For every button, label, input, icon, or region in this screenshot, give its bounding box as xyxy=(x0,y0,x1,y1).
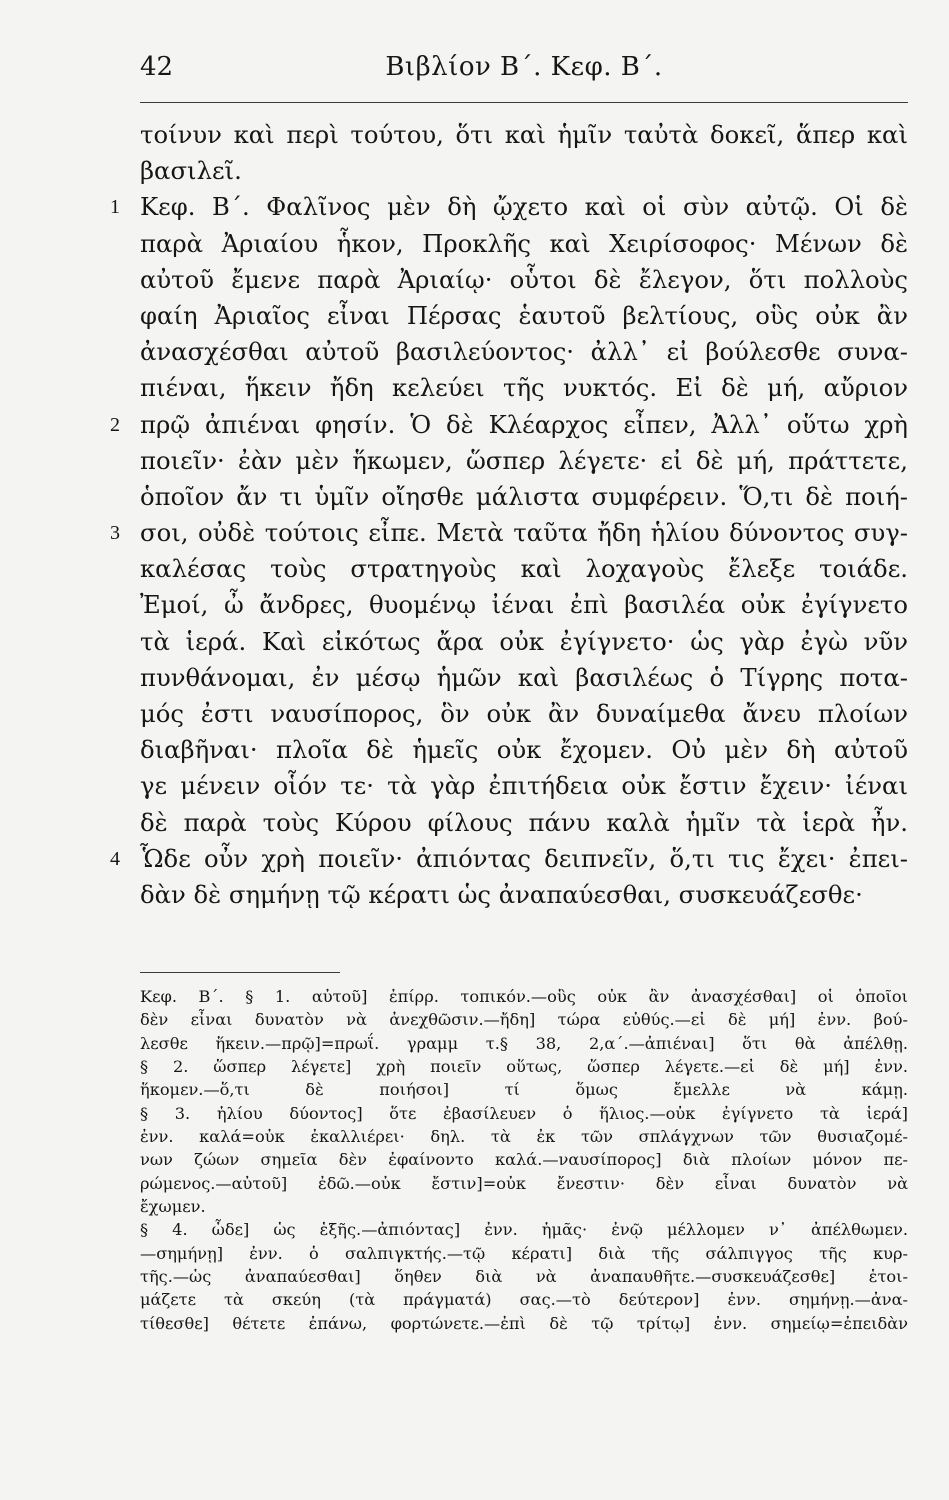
text-line xyxy=(140,153,908,189)
line-text: πυνθάνομαι, ἐν μέσῳ ἡμῶν καὶ βασιλέως ὁ Τίγρης ποτα- xyxy=(140,662,908,692)
text-line xyxy=(110,515,908,551)
text-line xyxy=(110,407,908,443)
text-line xyxy=(140,660,908,696)
line-text: τοίνυν καὶ περὶ τούτου, ὅτι καὶ ἡμῖν ταὐτὰ δοκεῖ, ἅπερ καὶ xyxy=(140,120,908,149)
text-line xyxy=(140,262,908,298)
footnote-line: Κεφ. Β΄. § 1. αὐτοῦ] ἐπίρρ. τοπικόν.—οὓς οὐκ ἂν ἀνασχέσθαι] οἱ ὁποῖοι xyxy=(140,987,908,1006)
footnote-line: ἐνν. καλά=οὐκ ἐκαλλιέρει· δηλ. τὰ ἐκ τῶν σπλάγχνων τῶν θυσιαζομέ- xyxy=(140,1127,908,1147)
section-number: 2 xyxy=(110,413,120,436)
text-line xyxy=(140,479,908,515)
line-text: ποιεῖν· ἐὰν μὲν ἥκωμεν, ὥσπερ λέγετε· εἰ δὲ μή, πράττετε, xyxy=(140,445,908,475)
text-line xyxy=(110,841,908,877)
text-line xyxy=(140,551,908,587)
line-text: αὐτοῦ ἔμενε παρὰ Ἀριαίῳ· οὗτοι δὲ ἔλεγον, ὅτι πολλοὺς xyxy=(140,264,908,294)
footnote-line: § 3. ἡλίου δύοντος] ὅτε ἐβασίλευεν ὁ ἥλιος.—οὐκ ἐγίγνετο τὰ ἱερά] xyxy=(140,1103,908,1123)
footnote-rule xyxy=(140,972,340,973)
footnote-line: νων ζώων σημεῖα δὲν ἐφαίνοντο καλά.—ναυσίπορος] διὰ πλοίων μόνον πε- xyxy=(140,1150,908,1170)
line-text: τὰ ἱερά. Καὶ εἰκότως ἄρα οὐκ ἐγίγνετο· ὡς γὰρ ἐγὼ νῦν xyxy=(140,626,908,656)
line-text: πιέναι, ἥκειν ἤδη κελεύει τῆς νυκτός. Εἰ δὲ μή, αὔριον xyxy=(140,373,908,403)
footnote-line: ἔχωμεν. xyxy=(140,1197,206,1217)
line-text: ὁποῖον ἄν τι ὑμῖν οἴησθε μάλιστα συμφέρειν. Ὅ,τι δὲ ποιή- xyxy=(140,481,908,511)
text-line xyxy=(140,805,908,841)
footnote-line: —σημήνῃ] ἐνν. ὁ σαλπιγκτής.—τῷ κέρατι] διὰ τῆς σάλπιγγος τῆς κυρ- xyxy=(140,1243,908,1263)
footnote-line: § 2. ὥσπερ λέγετε] χρὴ ποιεῖν οὕτως, ὥσπερ λέγετε.—εἰ δὲ μή] ἐνν. xyxy=(140,1057,908,1077)
line-text: Ὧδε οὖν χρὴ ποιεῖν· ἀπιόντας δειπνεῖν, ὅ,τι τις ἔχει· ἐπει- xyxy=(140,843,908,873)
line-text: καλέσας τοὺς στρατηγοὺς καὶ λοχαγοὺς ἔλεξε τοιάδε. xyxy=(140,554,908,584)
line-text: δὰν δὲ σημήνῃ τῷ κέρατι ὡς ἀναπαύεσθαι, συσκευάζεσθε· xyxy=(140,879,863,909)
text-line xyxy=(140,370,908,406)
section-number: 3 xyxy=(110,522,120,545)
line-text: διαβῆναι· πλοῖα δὲ ἡμεῖς οὐκ ἔχομεν. Οὐ μὲν δὴ αὐτοῦ xyxy=(140,735,908,765)
text-line xyxy=(140,587,908,623)
line-text: Ἐμοί, ὦ ἄνδρες, θυομένῳ ἰέναι ἐπὶ βασιλέα οὐκ ἐγίγνετο xyxy=(140,590,908,620)
line-text: βασιλεῖ. xyxy=(140,156,242,186)
text-line xyxy=(140,877,908,913)
line-text: φαίη Ἀριαῖος εἶναι Πέρσας ἑαυτοῦ βελτίους, οὓς οὐκ ἂν xyxy=(140,300,908,330)
footnote-line: ρώμενος.—αὐτοῦ] ἐδῶ.—οὐκ ἔστιν]=οὐκ ἔνεστιν· δὲν εἶναι δυνατὸν νὰ xyxy=(140,1173,908,1193)
text-line xyxy=(140,696,908,732)
text-line xyxy=(140,298,908,334)
page-number: 42 xyxy=(140,52,174,82)
running-head: Βιβλίον Β΄. Κεφ. Β΄. xyxy=(385,52,663,82)
footnotes xyxy=(140,985,908,1335)
line-text: σοι, οὐδὲ τούτοις εἶπε. Μετὰ ταῦτα ἤδη ἡλίου δύνοντος συγ- xyxy=(140,518,908,548)
text-line xyxy=(140,443,908,479)
footnote-line: § 4. ὧδε] ὡς ἑξῆς.—ἀπιόντας] ἐνν. ἡμᾶς· ἐνῷ μέλλομεν ν᾽ ἀπέλθωμεν. xyxy=(140,1220,908,1240)
line-text: μός ἐστι ναυσίπορος, ὃν οὐκ ἂν δυναίμεθα ἄνευ πλοίων xyxy=(140,699,908,728)
line-text: Κεφ. Β΄. Φαλῖνος μὲν δὴ ᾤχετο καὶ οἱ σὺν αὐτῷ. Οἱ δὲ xyxy=(140,192,908,222)
footnote-line: τίθεσθε] θέτετε ἐπάνω, φορτώνετε.—ἐπὶ δὲ τῷ τρίτῳ] ἐνν. σημείῳ=ἐπειδὰν xyxy=(140,1313,908,1333)
header-rule xyxy=(140,102,908,103)
page-header xyxy=(140,52,908,92)
text-line xyxy=(140,117,908,153)
text-line xyxy=(140,768,908,804)
line-text: ἀνασχέσθαι αὐτοῦ βασιλεύοντος· ἀλλ᾽ εἰ βούλεσθε συνα- xyxy=(140,337,908,367)
text-line xyxy=(140,334,908,370)
footnote-line: μάζετε τὰ σκεύη (τὰ πράγματά) σας.—τὸ δεύτερον] ἐνν. σημήνῃ.—ἀνα- xyxy=(140,1290,908,1310)
text-line xyxy=(140,226,908,262)
text-line xyxy=(110,189,908,225)
line-text: γε μένειν οἷόν τε· τὰ γὰρ ἐπιτήδεια οὐκ ἔστιν ἔχειν· ἰέναι xyxy=(140,771,908,801)
text-line xyxy=(140,732,908,768)
main-text xyxy=(110,117,908,913)
footnote-line: δὲν εἶναι δυνατὸν νὰ ἀνεχθῶσιν.—ἤδη] τώρα εὐθύς.—εἰ δὲ μή] ἐνν. βού- xyxy=(140,1010,908,1030)
section-number: 1 xyxy=(110,196,120,219)
section-number: 4 xyxy=(110,847,120,870)
line-text: πρῷ ἀπιέναι φησίν. Ὁ δὲ Κλέαρχος εἶπεν, Ἀλλ᾽ οὕτω χρὴ xyxy=(140,409,908,439)
footnote-line: ἥκομεν.—ὅ,τι δὲ ποιήσοι] τί ὅμως ἔμελλε νὰ κάμῃ. xyxy=(140,1080,908,1100)
footnote-line: λεσθε ἥκειν.—πρῷ]=πρωΐ. γραμμ τ.§ 38, 2,α΄.—ἀπιέναι] ὅτι θὰ ἀπέλθῃ. xyxy=(140,1033,908,1053)
text-line xyxy=(140,624,908,660)
line-text: δὲ παρὰ τοὺς Κύρου φίλους πάνυ καλὰ ἡμῖν τὰ ἱερὰ ἦν. xyxy=(140,807,908,837)
footnote-line: τῆς.—ὡς ἀναπαύεσθαι] ὅηθεν διὰ νὰ ἀναπαυθῆτε.—συσκευάζεσθε] ἑτοι- xyxy=(140,1267,908,1287)
line-text: παρὰ Ἀριαίου ἧκον, Προκλῆς καὶ Χειρίσοφος· Μένων δὲ xyxy=(140,228,908,258)
